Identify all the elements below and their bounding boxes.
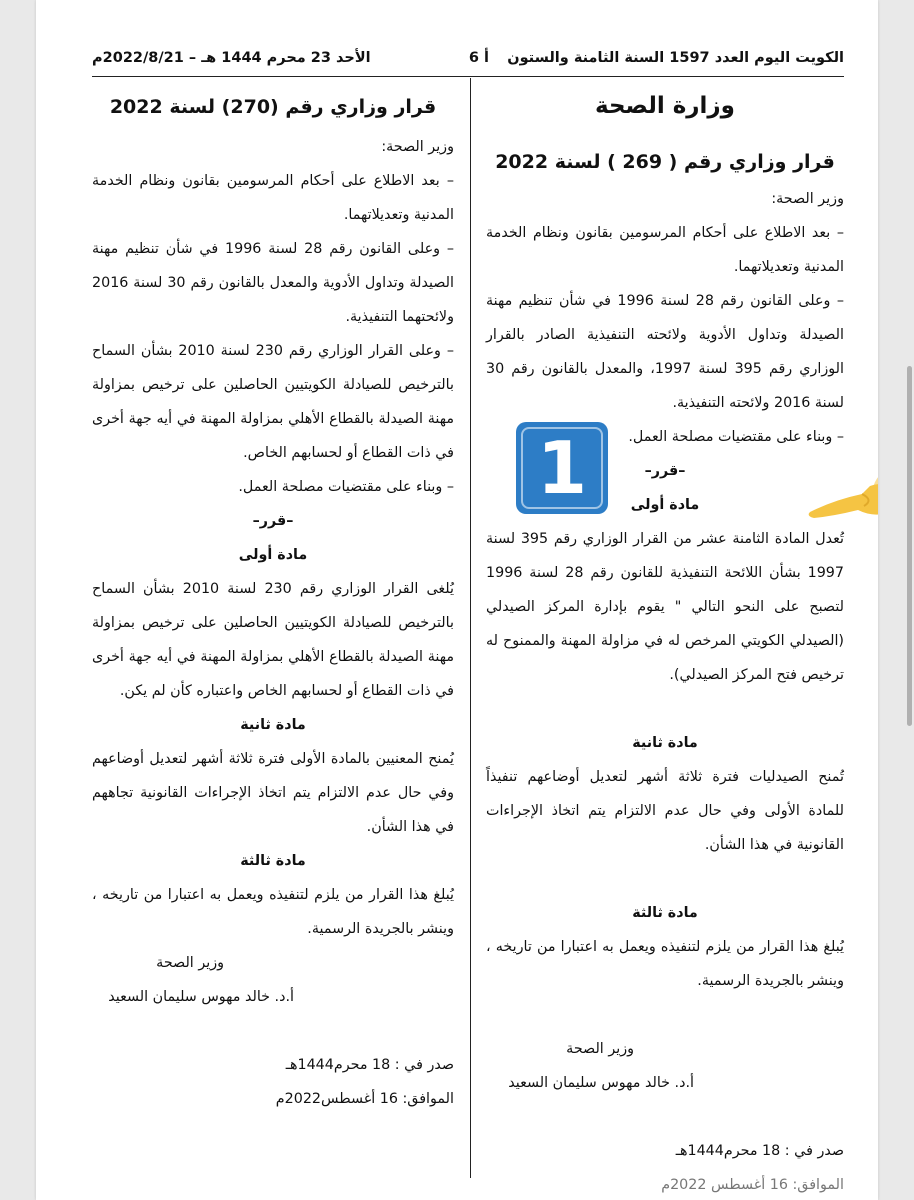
newspaper-page [36, 0, 878, 1200]
preamble-1: – بعد الاطلاع على أحكام المرسومين بقانون ونظام الخدمة المدنية وتعديلاتهما. [486, 225, 844, 275]
header-page-number: أ 6 [468, 50, 489, 66]
decision-269-title: قرار وزاري رقم ( 269 ) لسنة 2022 [495, 151, 835, 173]
decided-label: –قرر– [252, 513, 294, 529]
issued-date: صدر في : 18 محرم1444هـ [285, 1057, 454, 1073]
article-3-title: مادة ثالثة [240, 853, 306, 869]
article-1-text: يُلغى القرار الوزاري رقم 230 لسنة 2010 بشأن السماح بالترخيص للصيادلة الكويتيين الحاصلين على ترخيص بمزاولة مهنة الصيدلة بالقطاع الأهلي بمزاولة المهنة في أيه جهة أخرى في ذات القطاع أو لحسابهم الخاص واعتباره كأن لم يكن. [92, 581, 454, 699]
ministry-title: وزارة الصحة [595, 93, 735, 119]
article-3-text: يُبلغ هذا القرار من يلزم لتنفيذه ويعمل به اعتبارا من تاريخه ، وينشر بالجريدة الرسمية. [486, 939, 844, 989]
preamble-4: – وبناء على مقتضيات مصلحة العمل. [238, 479, 454, 495]
minister-intro: وزير الصحة: [771, 191, 844, 207]
article-2-text: يُمنح المعنيين بالمادة الأولى فترة ثلاثة أشهر لتعديل أوضاعهم وفي حال عدم الالتزام يتم اتخاذ الإجراءات القانونية تجاههم في هذا الشأن. [92, 751, 454, 835]
number-badge-icon [516, 422, 608, 514]
header-date: الأحد 23 محرم 1444 هـ – 2022/8/21م [92, 50, 371, 66]
decision-270-title: قرار وزاري رقم (270) لسنة 2022 [109, 96, 437, 118]
article-1-title: مادة أولى [238, 547, 308, 563]
article-2-text: تُمنح الصيدليات فترة ثلاثة أشهر لتعديل أوضاعهم تنفيذاً للمادة الأولى وفي حال عدم الالتزام يتم اتخاذ الإجراءات القانونية في هذا الشأن. [486, 769, 844, 853]
signature-title: وزير الصحة [156, 955, 224, 971]
article-3-title: مادة ثالثة [632, 905, 698, 921]
column-divider [470, 78, 471, 1178]
scrollbar[interactable] [907, 366, 912, 726]
decision-269-column [486, 84, 844, 1200]
badge-number: 1 [536, 426, 588, 510]
header-issue-info: الكويت اليوم العدد 1597 السنة الثامنة والستون [507, 50, 844, 66]
minister-intro: وزير الصحة: [381, 139, 454, 155]
corresponding-date: الموافق: 16 أغسطس2022م [275, 1091, 454, 1107]
pointing-hand-icon [804, 470, 878, 526]
preamble-2: – وعلى القانون رقم 28 لسنة 1996 في شأن تنظيم مهنة الصيدلة وتداول الأدوية والمعدل بالقانون رقم 30 لسنة 2016 ولائحتهما التنفيذية. [92, 241, 454, 325]
header-divider [92, 76, 844, 77]
issued-corresponding-partial: الموافق: 16 أغسطس 2022م [661, 1177, 844, 1193]
decision-270-column [92, 84, 454, 1116]
article-1-title: مادة أولى [630, 497, 700, 513]
preamble-3: – وعلى القرار الوزاري رقم 230 لسنة 2010 بشأن السماح بالترخيص للصيادلة الكويتيين الحاصلين على ترخيص بمزاولة مهنة الصيدلة بالقطاع الأهلي بمزاولة المهنة في أيه جهة أخرى في ذات القطاع أو لحسابهم الخاص. [92, 343, 454, 461]
article-3-text: يُبلغ هذا القرار من يلزم لتنفيذه ويعمل به اعتبارا من تاريخه ، وينشر بالجريدة الرسمية. [92, 887, 454, 937]
preamble-3: – وبناء على مقتضيات مصلحة العمل. [628, 429, 844, 445]
preamble-1: – بعد الاطلاع على أحكام المرسومين بقانون ونظام الخدمة المدنية وتعديلاتهما. [92, 173, 454, 223]
signature-title: وزير الصحة [566, 1041, 634, 1057]
page-header [92, 40, 844, 76]
article-2-title: مادة ثانية [240, 717, 306, 733]
article-1-text: تُعدل المادة الثامنة عشر من القرار الوزاري رقم 395 لسنة 1997 بشأن اللائحة التنفيذية للقانون رقم 28 لسنة 1996 لتصبح على النحو التالي " يقوم بإدارة المركز الصيدلي (الصيدلي الكويتي المرخص له في مزاولة المهنة والممنوح له ترخيص فتح المركز الصيدلي). [486, 531, 845, 683]
signature-name: أ.د. خالد مهوس سليمان السعيد [508, 1075, 694, 1091]
signature-name: أ.د. خالد مهوس سليمان السعيد [108, 989, 294, 1005]
decided-label: –قرر– [644, 463, 686, 479]
article-2-title: مادة ثانية [632, 735, 698, 751]
issued-date: صدر في : 18 محرم1444هـ [675, 1143, 844, 1159]
preamble-2: – وعلى القانون رقم 28 لسنة 1996 في شأن تنظيم مهنة الصيدلة وتداول الأدوية ولائحته التنفيذية الصادر بالقرار الوزاري رقم 395 لسنة 1997، والمعدل بالقانون رقم 30 لسنة 2016 ولائحته التنفيذية. [486, 293, 844, 411]
